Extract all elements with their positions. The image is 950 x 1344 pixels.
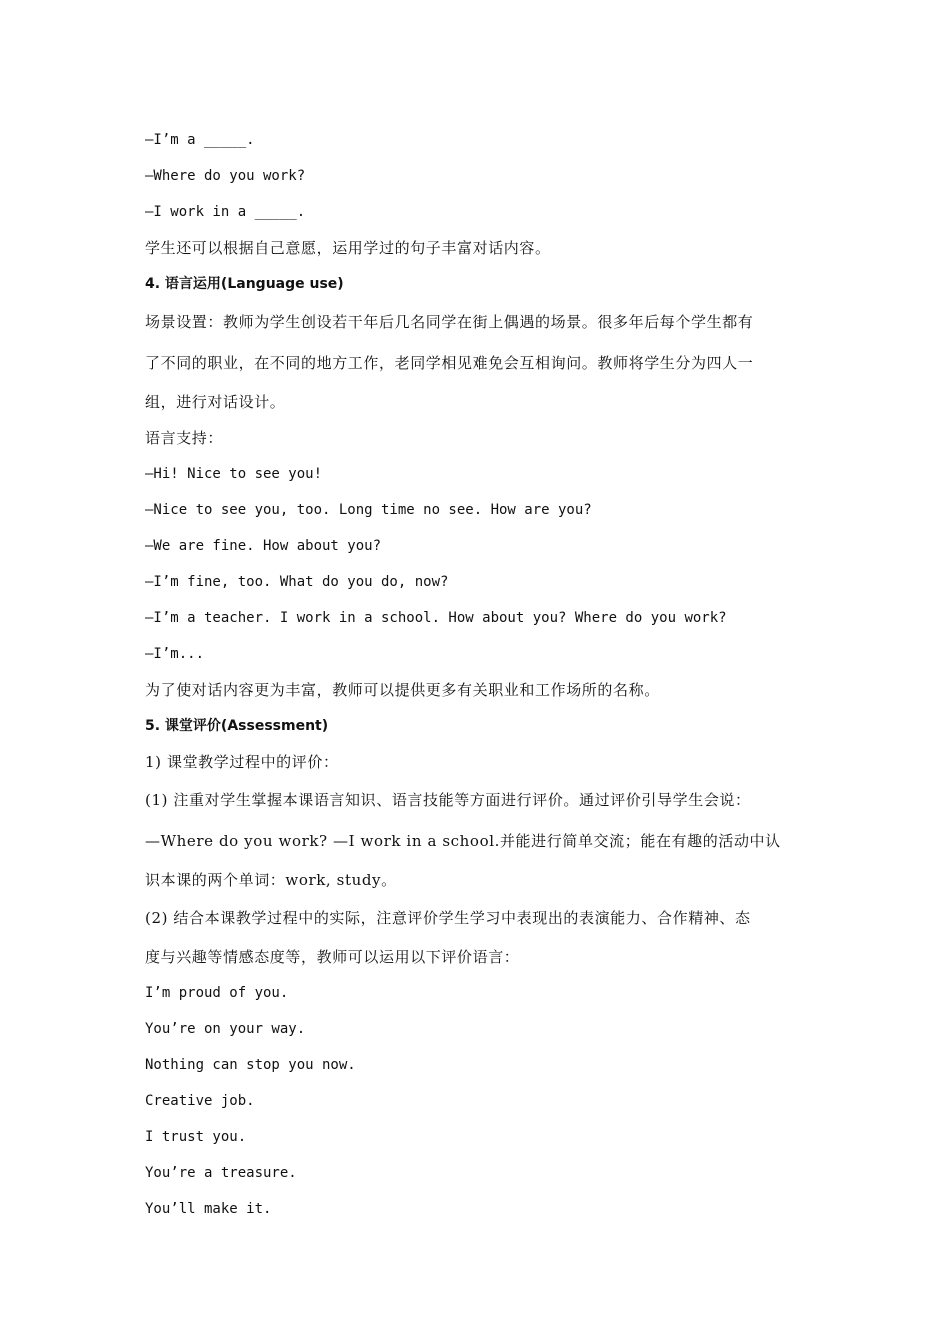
dialogue-line: —Hi! Nice to see you! xyxy=(145,466,323,482)
praise-phrase: I’m proud of you. xyxy=(145,985,289,1001)
dialogue-line: —I’m a teacher. I work in a school. How about you? Where do you work? xyxy=(145,610,727,626)
paragraph-line: 学生还可以根据自己意愿，运用学过的句子丰富对话内容。 xyxy=(145,239,551,257)
paragraph-line: 场景设置：教师为学生创设若干年后几名同学在街上偶遇的场景。很多年后每个学生都有 xyxy=(145,313,754,331)
praise-phrase: I trust you. xyxy=(145,1129,247,1145)
paragraph-line: (1) 注重对学生掌握本课语言知识、语言技能等方面进行评价。通过评价引导学生会说： xyxy=(145,791,751,809)
praise-phrase: You’ll make it. xyxy=(145,1201,272,1217)
praise-phrase: You’re a treasure. xyxy=(145,1165,297,1181)
section-heading: 5. 课堂评价(Assessment) xyxy=(145,718,329,734)
dialogue-line: —I’m a _____. xyxy=(145,132,255,148)
dialogue-line: —We are fine. How about you? xyxy=(145,538,382,554)
dialogue-line: —Nice to see you, too. Long time no see. How are you? xyxy=(145,502,592,518)
praise-phrase: Creative job. xyxy=(145,1093,255,1109)
paragraph-line: 组，进行对话设计。 xyxy=(145,393,286,411)
paragraph-line: 为了使对话内容更为丰富，教师可以提供更多有关职业和工作场所的名称。 xyxy=(145,681,660,699)
section-heading: 4. 语言运用(Language use) xyxy=(145,276,344,292)
praise-phrase: You’re on your way. xyxy=(145,1021,306,1037)
paragraph-line: —Where do you work? —I work in a school.并能进行简单交流；能在有趣的活动中认 xyxy=(145,832,781,850)
paragraph-line: 度与兴趣等情感态度等，教师可以运用以下评价语言： xyxy=(145,948,520,966)
paragraph-line: 了不同的职业，在不同的地方工作，老同学相见难免会互相询问。教师将学生分为四人一 xyxy=(145,354,754,372)
dialogue-line: —Where do you work? xyxy=(145,168,306,184)
subheading: 1) 课堂教学过程中的评价： xyxy=(145,753,339,771)
document-body xyxy=(145,122,815,1227)
dialogue-line: —I work in a _____. xyxy=(145,204,306,220)
paragraph-line: 语言支持： xyxy=(145,429,224,447)
paragraph-line: (2) 结合本课教学过程中的实际，注意评价学生学习中表现出的表演能力、合作精神、态 xyxy=(145,909,751,927)
praise-phrase: Nothing can stop you now. xyxy=(145,1057,356,1073)
dialogue-line: —I’m fine, too. What do you do, now? xyxy=(145,574,449,590)
paragraph-line: 识本课的两个单词：work, study。 xyxy=(145,871,397,889)
dialogue-line: —I’m... xyxy=(145,646,205,662)
